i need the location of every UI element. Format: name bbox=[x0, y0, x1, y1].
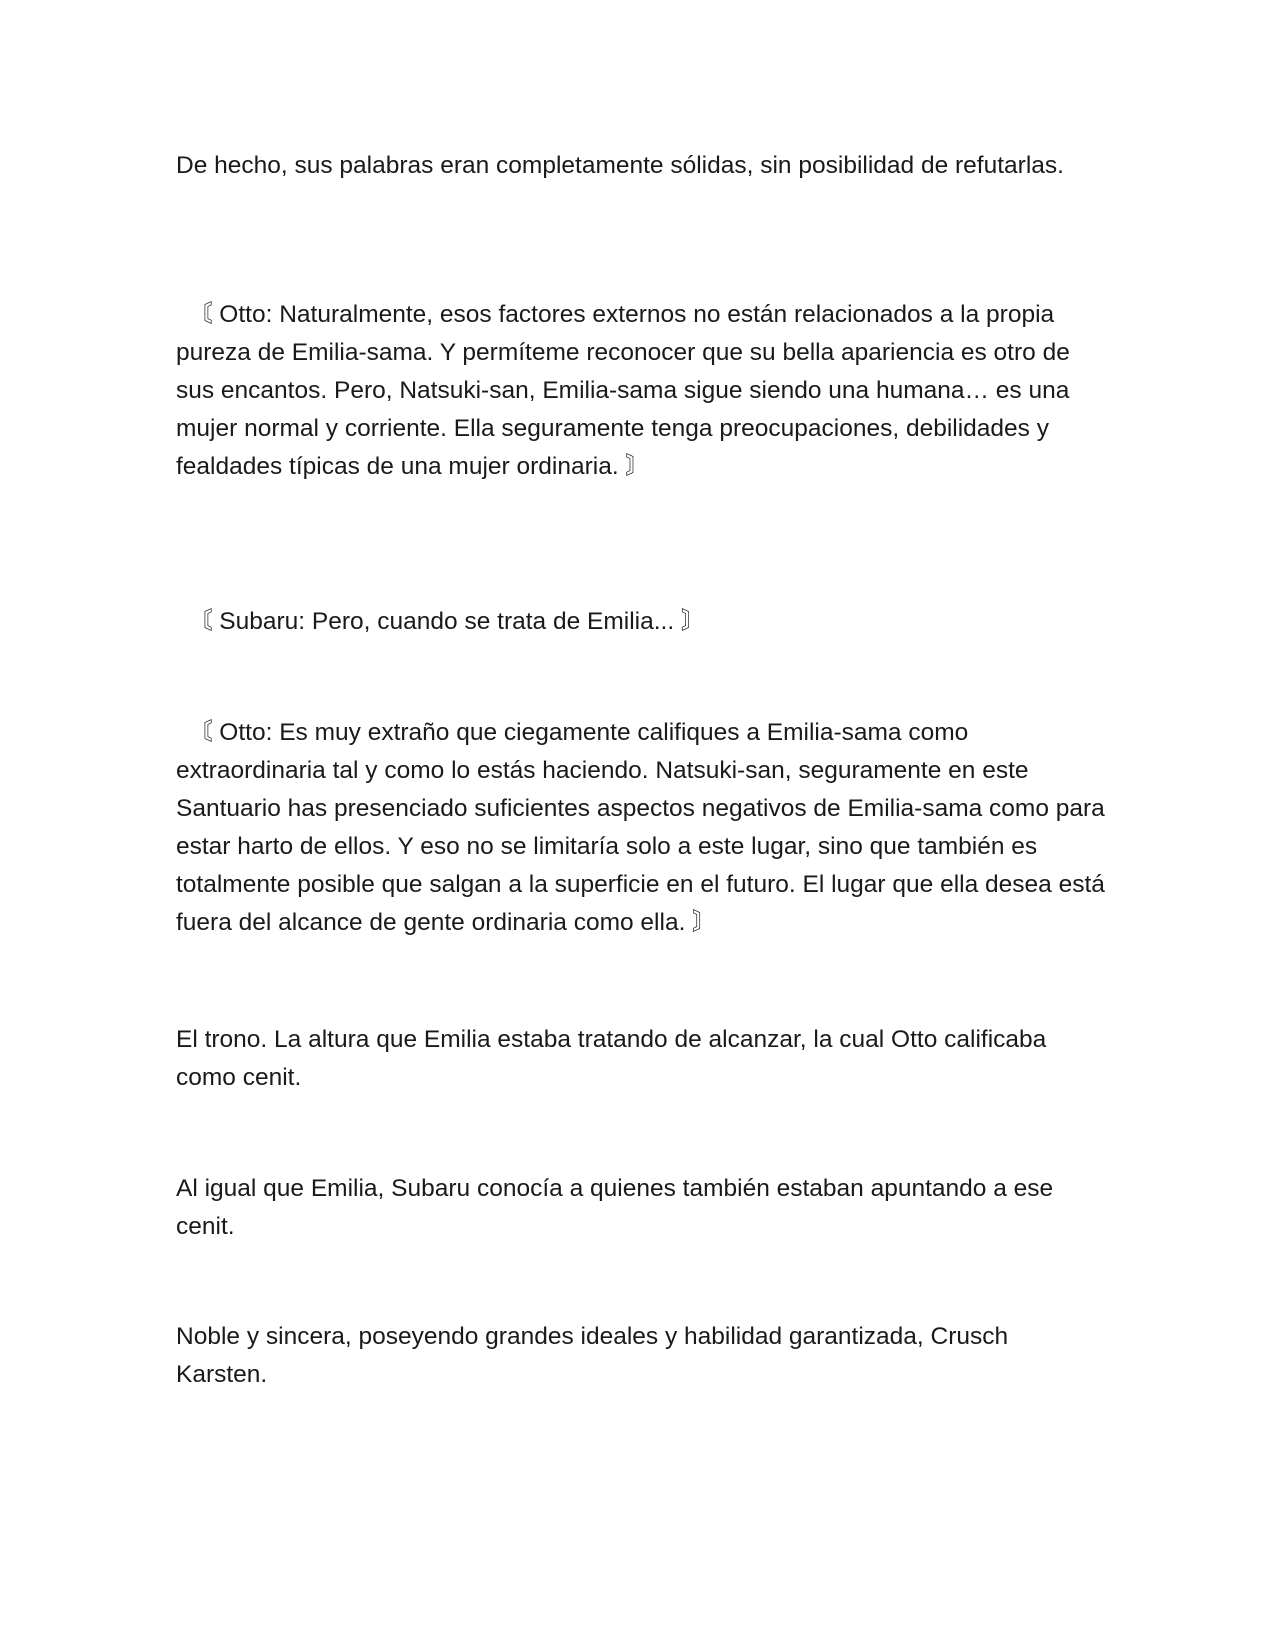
dialogue-paragraph-otto: 〘 Otto: Es muy extraño que ciegamente califiques a Emilia-sama como extraordinaria tal y como lo estás haciendo. Natsuki-san, seguramente en este Santuario has presenciado suficientes aspectos negativos de Emilia-sama como para estar harto de ellos. Y eso no se limitaría solo a este lugar, sino que también es totalmente posible que salgan a la superficie en el futuro. El lugar que ella desea está fuera del alcance de gente ordinaria como ella. 〙 bbox=[176, 719, 1105, 936]
dialogue-paragraph-otto: 〘 Otto: Naturalmente, esos factores externos no están relacionados a la propia pureza de Emilia-sama. Y permíteme reconocer que su bella apariencia es otro de sus encantos. Pero, Natsuki-san, Emilia-sama sigue siendo una humana… es una mujer normal y corriente. Ella seguramente tenga preocupaciones, debilidades y fealdades típicas de una mujer ordinaria. 〙 bbox=[176, 301, 1070, 480]
narration-paragraph: De hecho, sus palabras eran completamente sólidas, sin posibilidad de refutarlas. bbox=[176, 152, 1064, 179]
narration-paragraph: El trono. La altura que Emilia estaba tratando de alcanzar, la cual Otto calificaba como cenit. bbox=[176, 1026, 1047, 1091]
dialogue-paragraph-subaru: 〘 Subaru: Pero, cuando se trata de Emilia... 〙 bbox=[188, 608, 706, 635]
narration-paragraph: Noble y sincera, poseyendo grandes ideales y habilidad garantizada, Crusch Karsten. bbox=[176, 1323, 1009, 1388]
narration-paragraph: Al igual que Emilia, Subaru conocía a quienes también estaban apuntando a ese cenit. bbox=[176, 1175, 1054, 1240]
